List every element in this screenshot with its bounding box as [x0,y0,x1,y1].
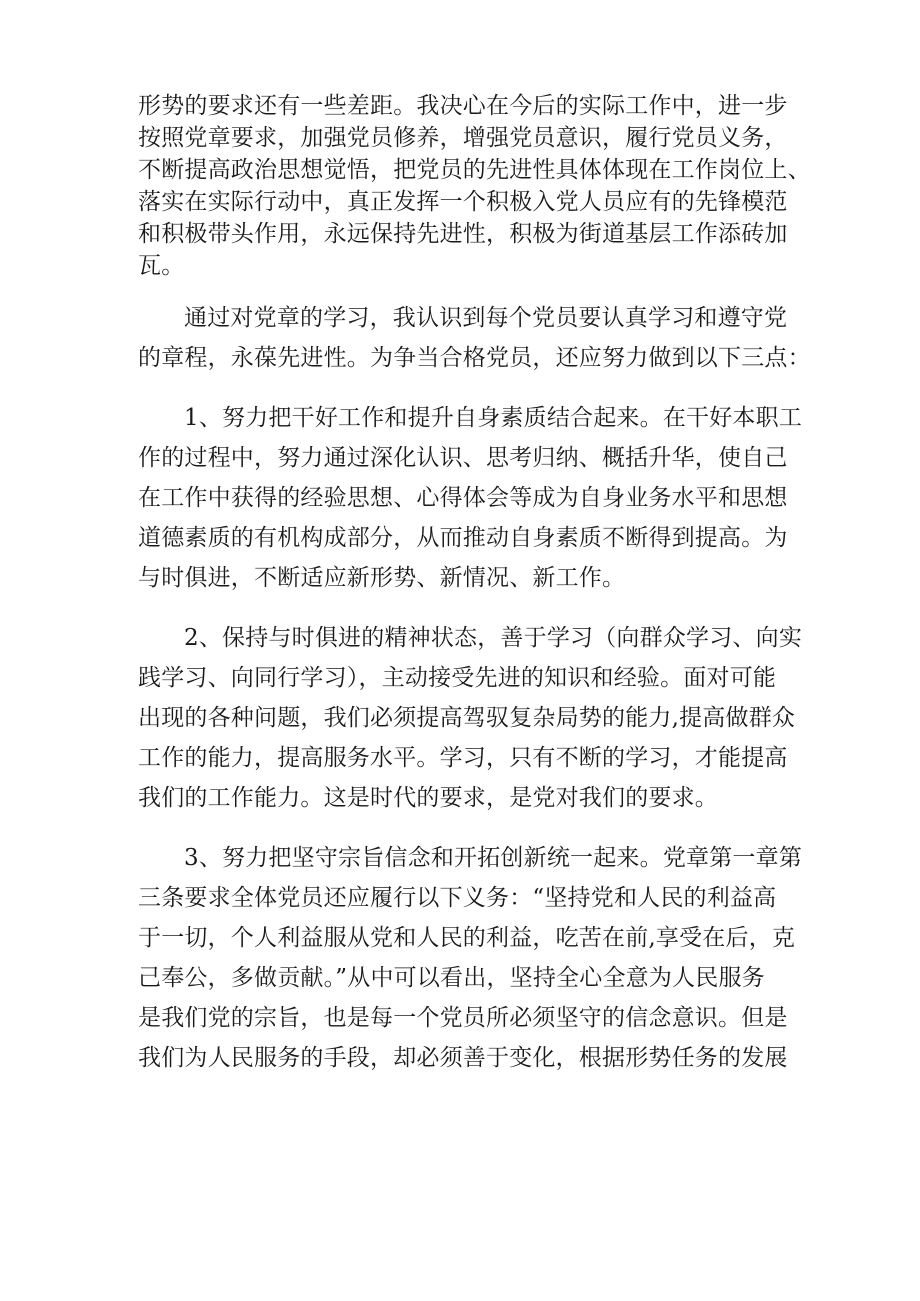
document-body [138,298,811,1098]
text-line: 落实在实际行动中，真正发挥一个积极入党人员应有的先锋模范 [138,189,788,215]
text-line: 瓦。 [138,253,185,279]
text-line: 不断提高政治思想觉悟，把党员的先进性具体体现在工作岗位上、 [138,157,811,183]
text-line: 作的过程中，努力通过深化认识、思考归纳、概括升华，使自己 [138,445,788,471]
text-line: 己奉公，多做贡献。”从中可以看出，坚持全心全意为人民服务 [138,965,765,991]
text-line: 2、保持与时俱进的精神状态，善于学习（向群众学习、向实 [184,625,803,651]
text-line: 按照党章要求，加强党员修养，增强党员意识，履行党员义务， [138,125,788,151]
text-line: 和积极带头作用，永远保持先进性，积极为街道基层工作添砖加 [138,221,788,247]
paragraph-point-3 [138,838,803,1078]
text-line: 出现的各种问题，我们必须提高驾驭复杂局势的能力,提高做群众 [138,705,796,731]
text-line: 道德素质的有机构成部分，从而推动自身素质不断得到提高。为 [138,525,788,551]
text-line: 形势的要求还有一些差距。我决心在今后的实际工作中，进一步 [138,93,788,119]
continued-paragraph [138,90,811,282]
text-line: 践学习、向同行学习），主动接受先进的知识和经验。面对可能 [138,665,777,691]
text-line: 1、努力把干好工作和提升自身素质结合起来。在干好本职工 [184,405,803,431]
text-line: 是我们党的宗旨，也是每一个党员所必须坚守的信念意识。但是 [138,1005,788,1031]
text-line: 三条要求全体党员还应履行以下义务：“坚持党和人民的利益高 [138,885,777,911]
text-line: 工作的能力，提高服务水平。学习，只有不断的学习，才能提高 [138,745,788,771]
text-line: 通过对党章的学习，我认识到每个党员要认真学习和遵守党 [184,305,788,331]
text-line: 在工作中获得的经验思想、心得体会等成为自身业务水平和思想 [138,485,788,511]
text-line: 于一切，个人利益服从党和人民的利益，吃苦在前,享受在后，克 [138,925,796,951]
text-line: 3、努力把坚守宗旨信念和开拓创新统一起来。党章第一章第 [184,845,803,871]
paragraph-intro [138,298,811,378]
text-line: 与时俱进，不断适应新形势、新情况、新工作。 [138,565,626,591]
paragraph-point-2 [138,618,803,818]
text-line: 我们的工作能力。这是时代的要求，是党对我们的要求。 [138,785,718,811]
text-line: 我们为人民服务的手段，却必须善于变化，根据形势任务的发展 [138,1045,788,1071]
text-line: 的章程，永葆先进性。为争当合格党员，还应努力做到以下三点： [138,345,811,371]
paragraph-point-1 [138,398,803,598]
